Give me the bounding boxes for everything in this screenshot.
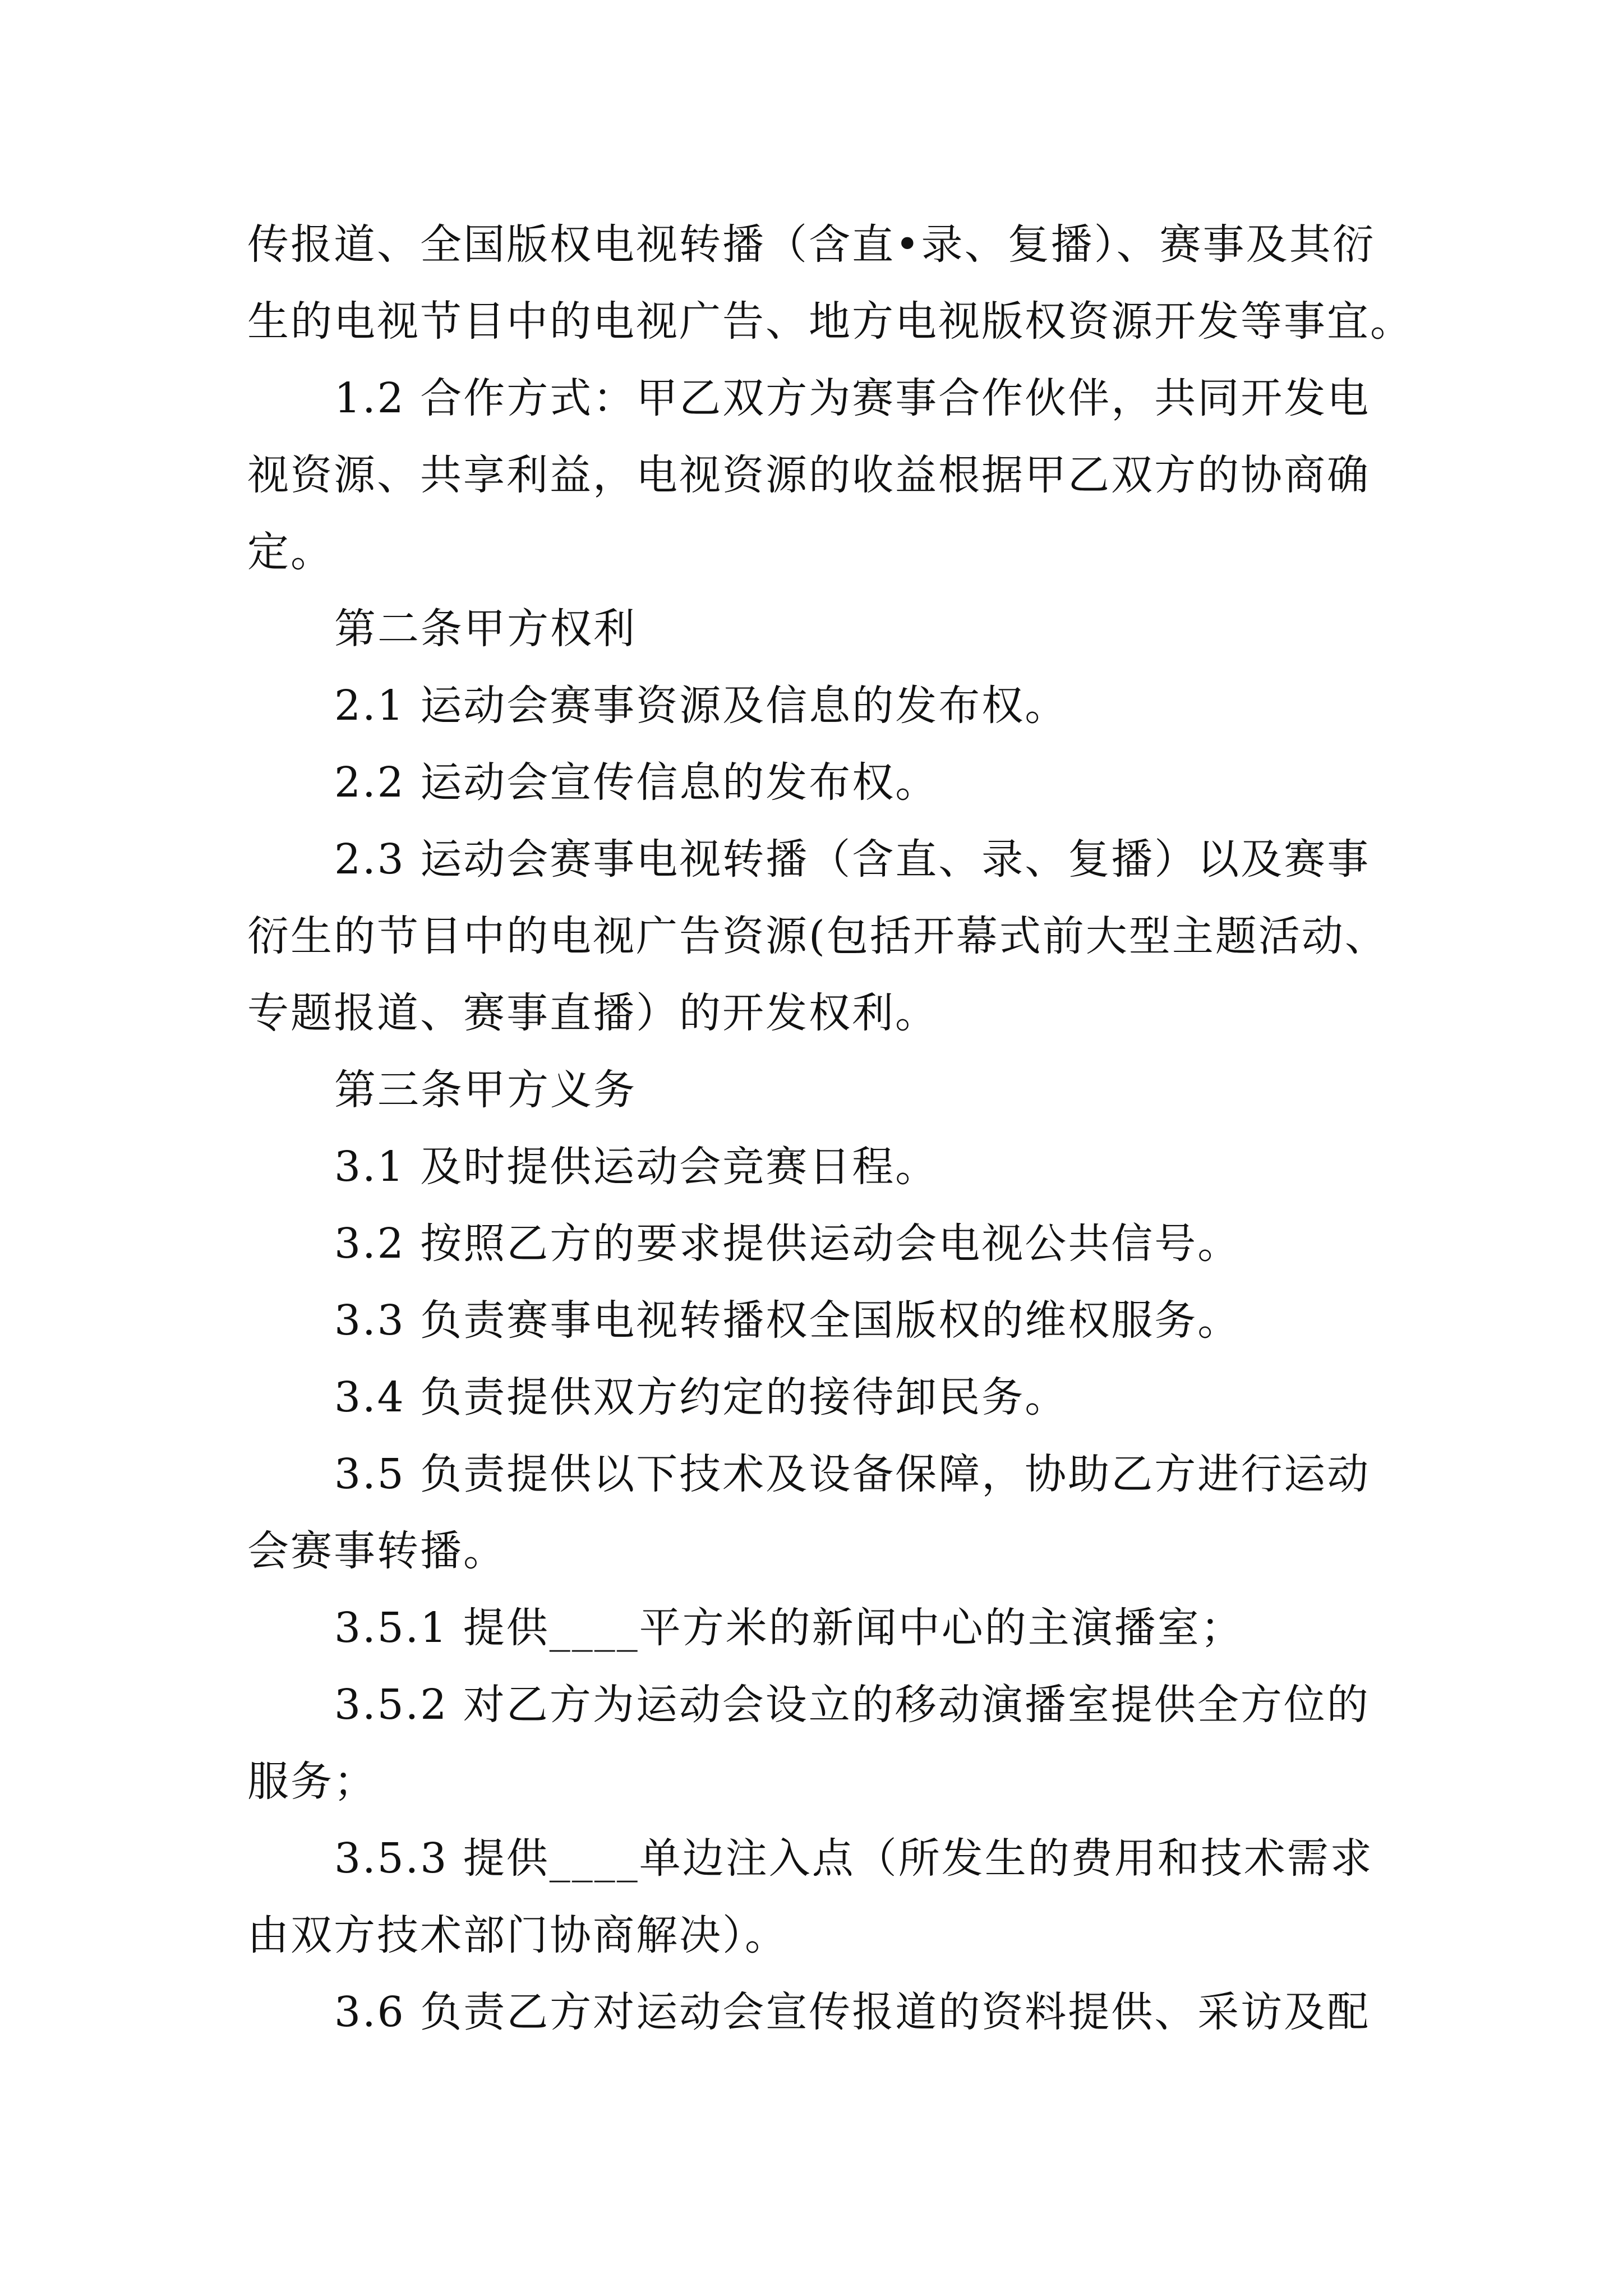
text-line: 3.5.2 对乙方为运动会设立的移动演播室提供全方位的	[334, 1681, 1370, 1729]
section-heading: 第二条甲方权利	[334, 605, 637, 653]
text-line: 3.5.3 提供____单边注入点（所发生的费用和技术需求	[334, 1834, 1373, 1883]
text-line: 2.1 运动会赛事资源及信息的发布权。	[334, 682, 1068, 730]
text-line: 3.2 按照乙方的要求提供运动会电视公共信号。	[334, 1220, 1241, 1268]
text-line: 视资源、共享利益，电视资源的收益根据甲乙双方的协商确	[247, 451, 1370, 499]
text-line: 生的电视节目中的电视广告、地方电视版权资源开发等事宜。	[247, 297, 1413, 346]
text-line: 1.2 合作方式：甲乙双方为赛事合作伙伴，共同开发电	[334, 374, 1371, 422]
text-line: 会赛事转播。	[247, 1527, 506, 1575]
text-line: 3.5.1 提供____平方米的新闻中心的主演播室；	[334, 1604, 1244, 1652]
text-line: 3.1 及时提供运动会竞赛日程。	[334, 1143, 939, 1191]
text-line: 服务；	[247, 1757, 377, 1806]
text-line: 衍生的节目中的电视广告资源(包括开幕式前大型主题活动、	[247, 912, 1388, 960]
section-heading: 第三条甲方义务	[334, 1066, 637, 1114]
text-line: 3.5 负责提供以下技术及设备保障，协助乙方进行运动	[334, 1450, 1371, 1498]
text-line: 2.3 运动会赛事电视转播（含直、录、复播）以及赛事	[334, 835, 1371, 884]
text-line: 定。	[247, 528, 334, 576]
text-line: 由双方技术部门协商解决）。	[247, 1911, 788, 1959]
text-line: 3.6 负责乙方对运动会宣传报道的资料提供、采访及配	[334, 1988, 1371, 2036]
text-line: 3.4 负责提供双方约定的接待卸民务。	[334, 1373, 1068, 1421]
text-line: 专题报道、赛事直播）的开发权利。	[247, 989, 938, 1037]
text-line: 3.3 负责赛事电视转播权全国版权的维权服务。	[334, 1296, 1241, 1345]
text-line: 传报道、全国版权电视转播（含直•录、复播）、赛事及其衍	[247, 220, 1376, 269]
text-line: 2.2 运动会宣传信息的发布权。	[334, 758, 939, 807]
